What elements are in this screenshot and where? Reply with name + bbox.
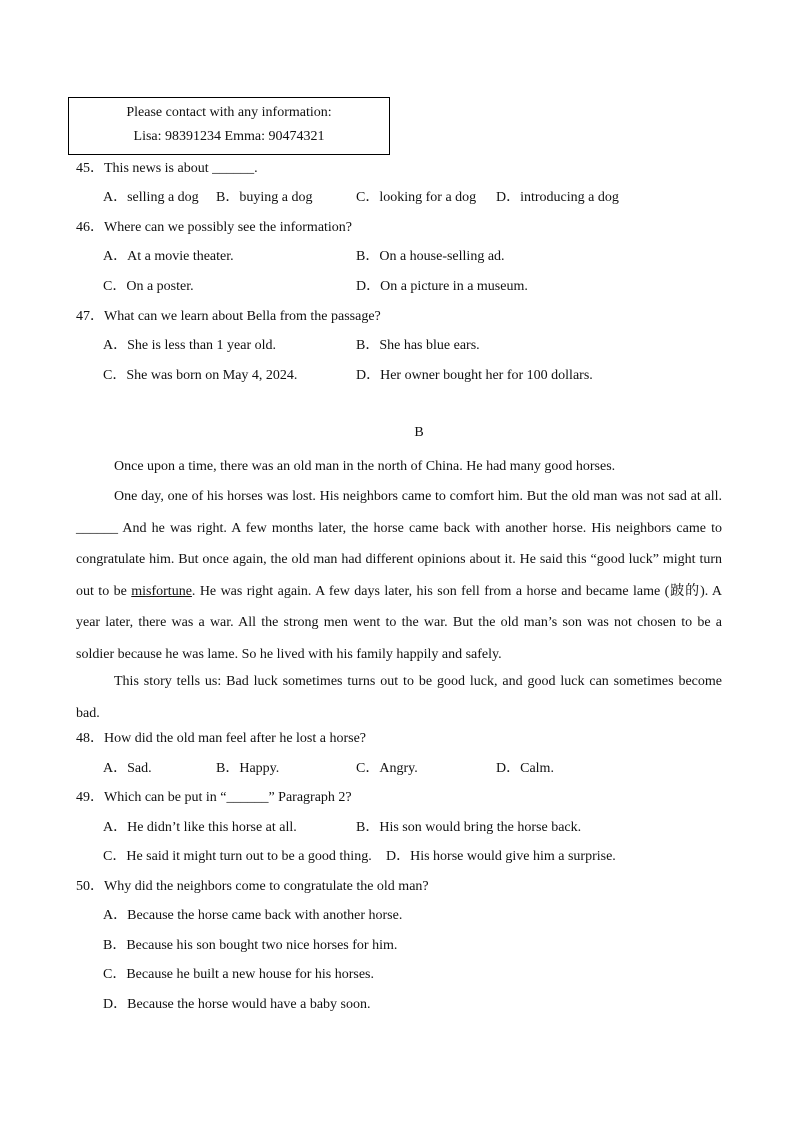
q50-option-a: A．Because the horse came back with another horse. [103, 908, 403, 923]
q49-option-d: D．His horse would give him a surprise. [386, 849, 616, 864]
contact-heading: Please contact with any information: [126, 105, 332, 120]
q47-option-a: A．She is less than 1 year old. [103, 338, 277, 353]
q48-option-d: D．Calm. [496, 761, 554, 776]
q47-option-c: C．She was born on May 4, 2024. [103, 368, 298, 383]
q48-option-b: B．Happy. [216, 761, 280, 776]
passage-paragraph-3: This story tells us: Bad luck sometimes turns out to be good luck, and good luck can sometimes become bad. [76, 674, 722, 721]
question-50: 50．Why did the neighbors come to congratulate the old man? [76, 879, 429, 894]
q46-option-b: B．On a house-selling ad. [356, 249, 505, 264]
question-45: 45．This news is about ______. [76, 161, 258, 176]
q46-option-c: C．On a poster. [103, 279, 194, 294]
q45-option-d: D．introducing a dog [496, 190, 619, 205]
section-heading: B [414, 425, 424, 440]
q50-option-c: C．Because he built a new house for his horses. [103, 967, 374, 982]
q48-option-a: A．Sad. [103, 761, 152, 776]
q47-option-d: D．Her owner bought her for 100 dollars. [356, 368, 593, 383]
contact-info-box [68, 97, 390, 155]
q45-option-b: B．buying a dog [216, 190, 313, 205]
question-47: 47．What can we learn about Bella from the passage? [76, 309, 381, 324]
q45-option-c: C．looking for a dog [356, 190, 477, 205]
question-49: 49．Which can be put in “______” Paragraph 2? [76, 790, 352, 805]
q45-option-a: A．selling a dog [103, 190, 199, 205]
question-48: 48．How did the old man feel after he lost a horse? [76, 731, 367, 746]
q46-option-a: A．At a movie theater. [103, 249, 234, 264]
contact-phones: Lisa: 98391234 Emma: 90474321 [133, 129, 325, 144]
q50-option-d: D．Because the horse would have a baby soon. [103, 997, 371, 1012]
passage-paragraph-2: One day, one of his horses was lost. His neighbors came to comfort him. But the old man was not sad at all. ______ And he was right. A few months later, the horse came back with another horse. His neighbors came to congratulate him. But once again, the old man had different opinions about it. He said this “good luck” might turn out to be misfortune. He was right again. A few days later, his son fell from a horse and became lame (跛的). A year later, there was a war. All the strong men went to the war. But the old man’s son was not chosen to be a soldier because he was lame. So he lived with his family happily and safely. [76, 489, 722, 662]
q49-option-b: B．His son would bring the horse back. [356, 820, 582, 835]
q46-option-d: D．On a picture in a museum. [356, 279, 528, 294]
question-46: 46．Where can we possibly see the information? [76, 220, 353, 235]
q49-option-c: C．He said it might turn out to be a good thing. [103, 849, 372, 864]
q50-option-b: B．Because his son bought two nice horses for him. [103, 938, 398, 953]
q47-option-b: B．She has blue ears. [356, 338, 480, 353]
passage-paragraph-1: Once upon a time, there was an old man in the north of China. He had many good horses. [114, 459, 616, 474]
q48-option-c: C．Angry. [356, 761, 418, 776]
q49-option-a: A．He didn’t like this horse at all. [103, 820, 297, 835]
underlined-word: misfortune [131, 583, 192, 599]
